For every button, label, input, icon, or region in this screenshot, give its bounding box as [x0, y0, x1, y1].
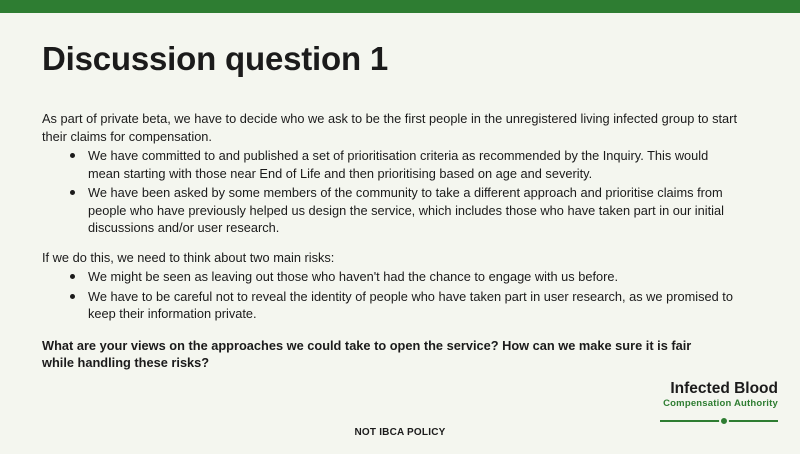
intro-paragraph: As part of private beta, we have to decide who we ask to be the first people in the unregistered living infected group to start their claims for compensation.	[42, 111, 737, 144]
discussion-question-text: What are your views on the approaches we could take to open the service? How can we make sure it is fair while handling these risks?	[42, 337, 692, 371]
logo-name: Infected Blood	[670, 379, 778, 397]
list-item: We have committed to and published a set of prioritisation criteria as recommended by the Inquiry. This would mean starting with those near End of Life and then prioritising based on age and severity.	[70, 147, 742, 182]
footer-disclaimer: NOT IBCA POLICY	[354, 427, 446, 438]
first-bullet-list	[42, 147, 742, 237]
logo-dot-icon	[719, 416, 729, 426]
list-item: We have been asked by some members of the community to take a different approach and prioritise claims from people who have previously helped us design the service, which includes those who have taken part in our initial discussions and/or user research.	[70, 184, 742, 237]
top-accent-bar	[0, 0, 800, 13]
second-paragraph: If we do this, we need to think about two main risks:	[42, 249, 335, 265]
second-bullet-list	[42, 268, 742, 323]
logo-subtitle: Compensation Authority	[663, 398, 778, 409]
organisation-logo	[548, 380, 778, 426]
page-title: Discussion question 1	[42, 40, 389, 77]
logo-rule	[548, 416, 778, 426]
list-item: We have to be careful not to reveal the identity of people who have taken part in user research, as we promised to keep their information private.	[70, 288, 742, 323]
list-item: We might be seen as leaving out those who haven't had the chance to engage with us before.	[70, 268, 742, 286]
slide-body	[42, 110, 742, 385]
